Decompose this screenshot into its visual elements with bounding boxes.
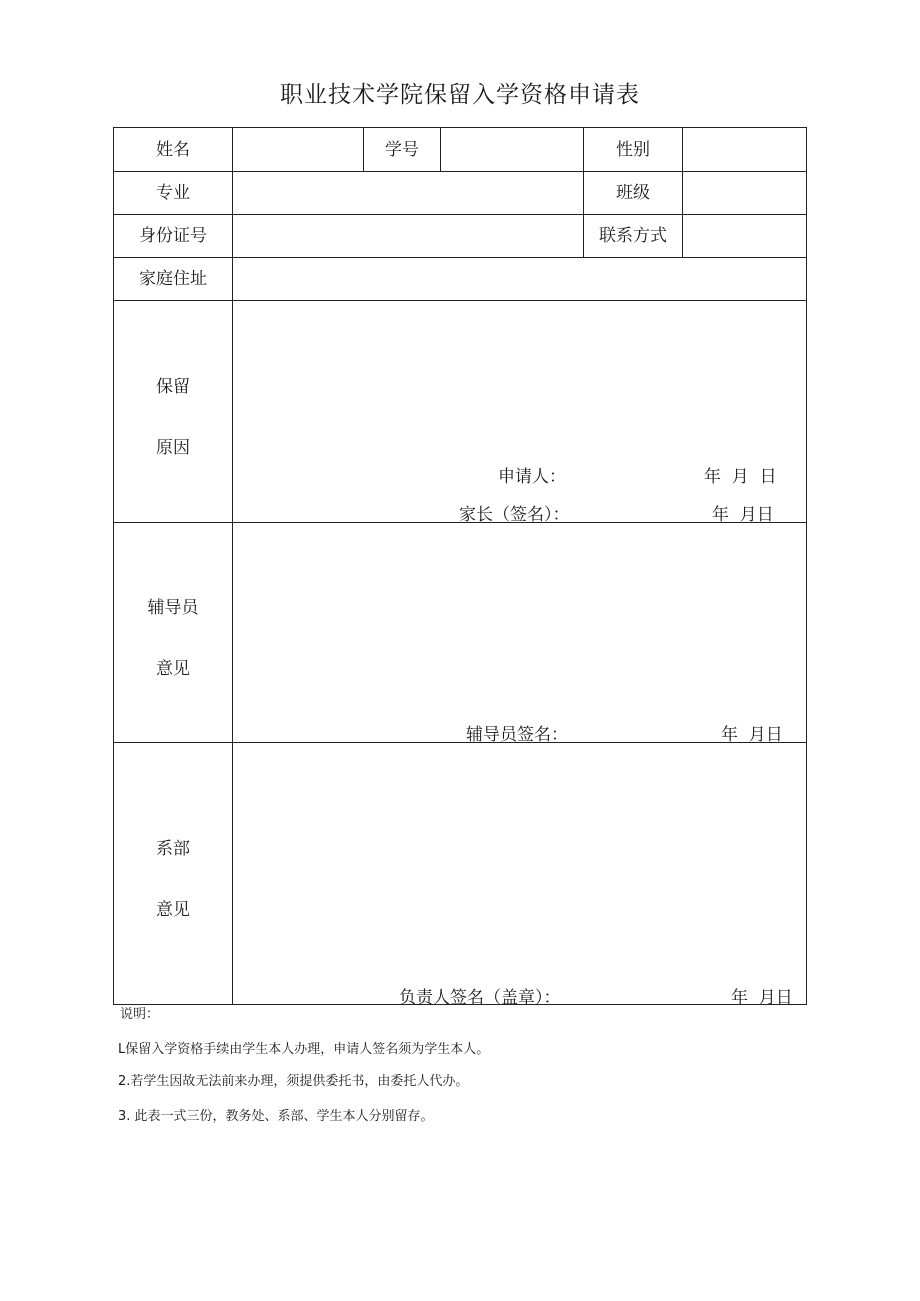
applicant-sign-label: 申请人： (498, 467, 566, 487)
row-divider (114, 214, 806, 215)
application-form-table (113, 127, 807, 1008)
counselor-sign-label: 辅导员签名： (466, 725, 568, 745)
address-label: 家庭住址 (139, 269, 207, 289)
row-divider (114, 171, 806, 172)
name-input[interactable] (233, 140, 363, 160)
name-label: 姓名 (156, 140, 190, 160)
counselor-label-line2: 意见 (156, 659, 190, 679)
reason-label (114, 372, 232, 397)
counselor-label-line1: 辅导员 (147, 598, 199, 618)
parent-sign-label: 家长（签名）： (459, 505, 570, 525)
address-input[interactable] (233, 269, 806, 289)
row-divider (114, 257, 806, 258)
department-label-second (114, 895, 232, 920)
counselor-date: 年 月日 (721, 725, 783, 745)
student-id-label: 学号 (385, 140, 419, 160)
id-number-input[interactable] (233, 226, 583, 246)
row-divider (114, 742, 806, 743)
reason-label-second (114, 433, 232, 458)
note-item: L保留入学资格手续由学生本人办理，申请人签名须为学生本人。 (118, 1042, 490, 1057)
notes-heading: 说明： (120, 1007, 160, 1022)
counselor-label (114, 593, 232, 618)
contact-input[interactable] (683, 226, 806, 246)
form-title: 职业技术学院保留入学资格申请表 (280, 82, 640, 108)
counselor-label-second (114, 654, 232, 679)
contact-label: 联系方式 (599, 226, 667, 246)
class-label: 班级 (616, 183, 650, 203)
id-number-label: 身份证号 (139, 226, 207, 246)
note-item: 2.若学生因故无法前来办理，须提供委托书，由委托人代办。 (118, 1074, 469, 1089)
row-divider (114, 300, 806, 301)
applicant-date: 年 月 日 (704, 467, 777, 487)
class-input[interactable] (683, 183, 806, 203)
reason-label-line1: 保留 (156, 377, 190, 397)
department-label-line2: 意见 (156, 900, 190, 920)
department-label (114, 834, 232, 859)
major-label: 专业 (156, 183, 190, 203)
major-input[interactable] (233, 183, 583, 203)
department-sign-label: 负责人签名（盖章）： (399, 988, 561, 1008)
parent-date: 年 月日 (712, 505, 774, 525)
reason-label-line2: 原因 (156, 438, 190, 458)
gender-input[interactable] (683, 140, 806, 160)
student-id-input[interactable] (441, 140, 583, 160)
gender-label: 性别 (616, 140, 650, 160)
department-label-line1: 系部 (156, 839, 190, 859)
department-date: 年 月日 (731, 988, 793, 1008)
note-item: 3. 此表一式三份，教务处、系部、学生本人分别留存。 (118, 1109, 434, 1124)
column-divider (232, 128, 233, 1004)
